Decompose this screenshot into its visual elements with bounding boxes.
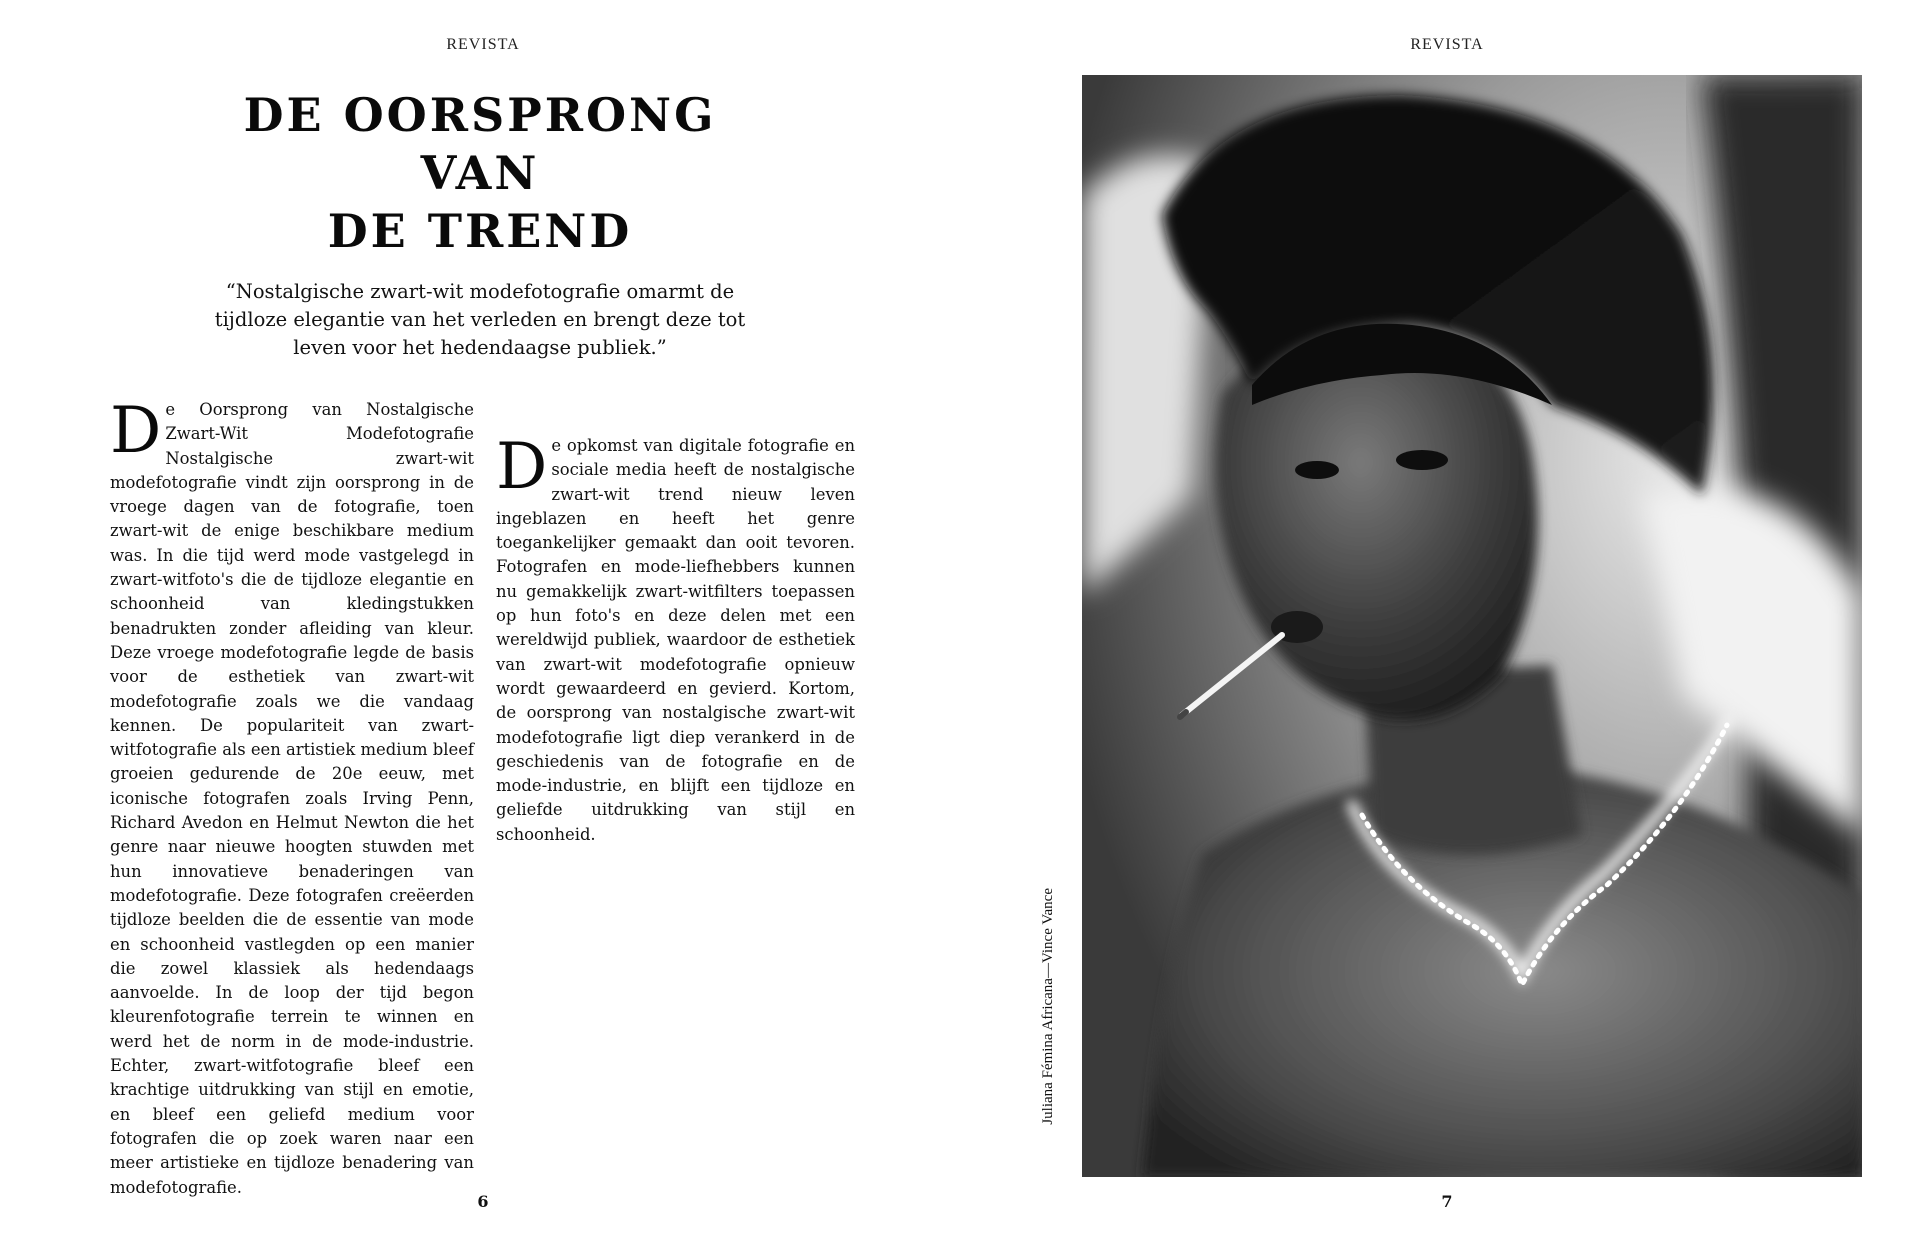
title-line: DE OORSPRONG	[243, 88, 717, 142]
body-text: e Oorsprong van Nostalgische Zwart-Wit Modefotografie Nostalgische zwart-wit modefotografie vindt zijn oorsprong in de vroege dagen van de fotografie, toen zwart-wit de enige beschikbare medium was. In die tijd werd mode vastgelegd in zwart-witfoto's die de tijdloze elegantie en schoonheid van kledingstukken benadrukten zonder afleiding van kleur. Deze vroege modefotografie legde de basis voor de esthetiek van zwart-wit modefotografie zoals we die vandaag kennen. De populariteit van zwart-witfotografie als een artistiek medium bleef groeien gedurende de 20e eeuw, met iconische fotografen zoals Irving Penn, Richard Avedon en Helmut Newton die het genre naar nieuwe hoogten stuwden met hun innovatieve benaderingen van modefotografie. Deze fotografen creëerden tijdloze beelden die de essentie van mode en schoonheid vastlegden op een manier die zowel klassiek als hedendaags aanvoelde. In de loop der tijd begon kleurenfotografie terrein te winnen en werd het de norm in de mode-industrie. Echter, zwart-witfotografie bleef een krachtige uitdrukking van stijl en emotie, en bleef een geliefd medium voor fotografen die op zoek waren naar een meer artistieke en tijdloze benadering van modefotografie.	[110, 400, 474, 1197]
page-number: 7	[1441, 1192, 1453, 1211]
pull-quote-line: leven voor het hedendaagse publiek.”	[293, 336, 667, 359]
article-title	[160, 86, 800, 260]
pull-quote-line: tijdloze elegantie van het verleden en brengt deze tot	[214, 308, 746, 331]
eye-left	[1295, 461, 1339, 479]
eye-right	[1396, 450, 1448, 470]
pull-quote-line: “Nostalgische zwart-wit modefotografie omarmt de	[225, 280, 735, 303]
body-column-2	[496, 430, 855, 847]
body-text: e opkomst van digitale fotografie en sociale media heeft de nostalgische zwart-wit trend nieuw leven ingeblazen en heeft het genre toegankelijker gemaakt dan ooit tevoren. Fotografen en mode-liefhebbers kunnen nu gemakkelijk zwart-witfilters toepassen op hun foto's en deze delen met een wereldwijd publiek, waardoor de esthetiek van zwart-wit modefotografie opnieuw wordt gewaardeerd en gevierd. Kortom, de oorsprong van nostalgische zwart-wit modefotografie ligt diep verankerd in de geschiedenis van de fotografie en de mode-industrie, en blijft een tijdloze en geliefde uitdrukking van stijl en schoonheid.	[496, 436, 855, 844]
drop-cap: D	[110, 394, 162, 468]
pull-quote	[190, 278, 770, 362]
drop-cap: D	[496, 430, 548, 504]
right-page	[960, 0, 1920, 1242]
photo-credit: Juliana Fémina Africana—Vince Vance	[1040, 888, 1056, 1125]
title-line: VAN	[420, 146, 540, 200]
page-number: 6	[477, 1192, 489, 1211]
portrait-photo	[1082, 75, 1862, 1177]
body-column-1	[110, 394, 474, 1200]
running-head: REVISTA	[1410, 36, 1484, 53]
cigarette-tip	[1180, 712, 1186, 717]
running-head: REVISTA	[446, 36, 520, 53]
title-line: DE TREND	[327, 204, 633, 258]
